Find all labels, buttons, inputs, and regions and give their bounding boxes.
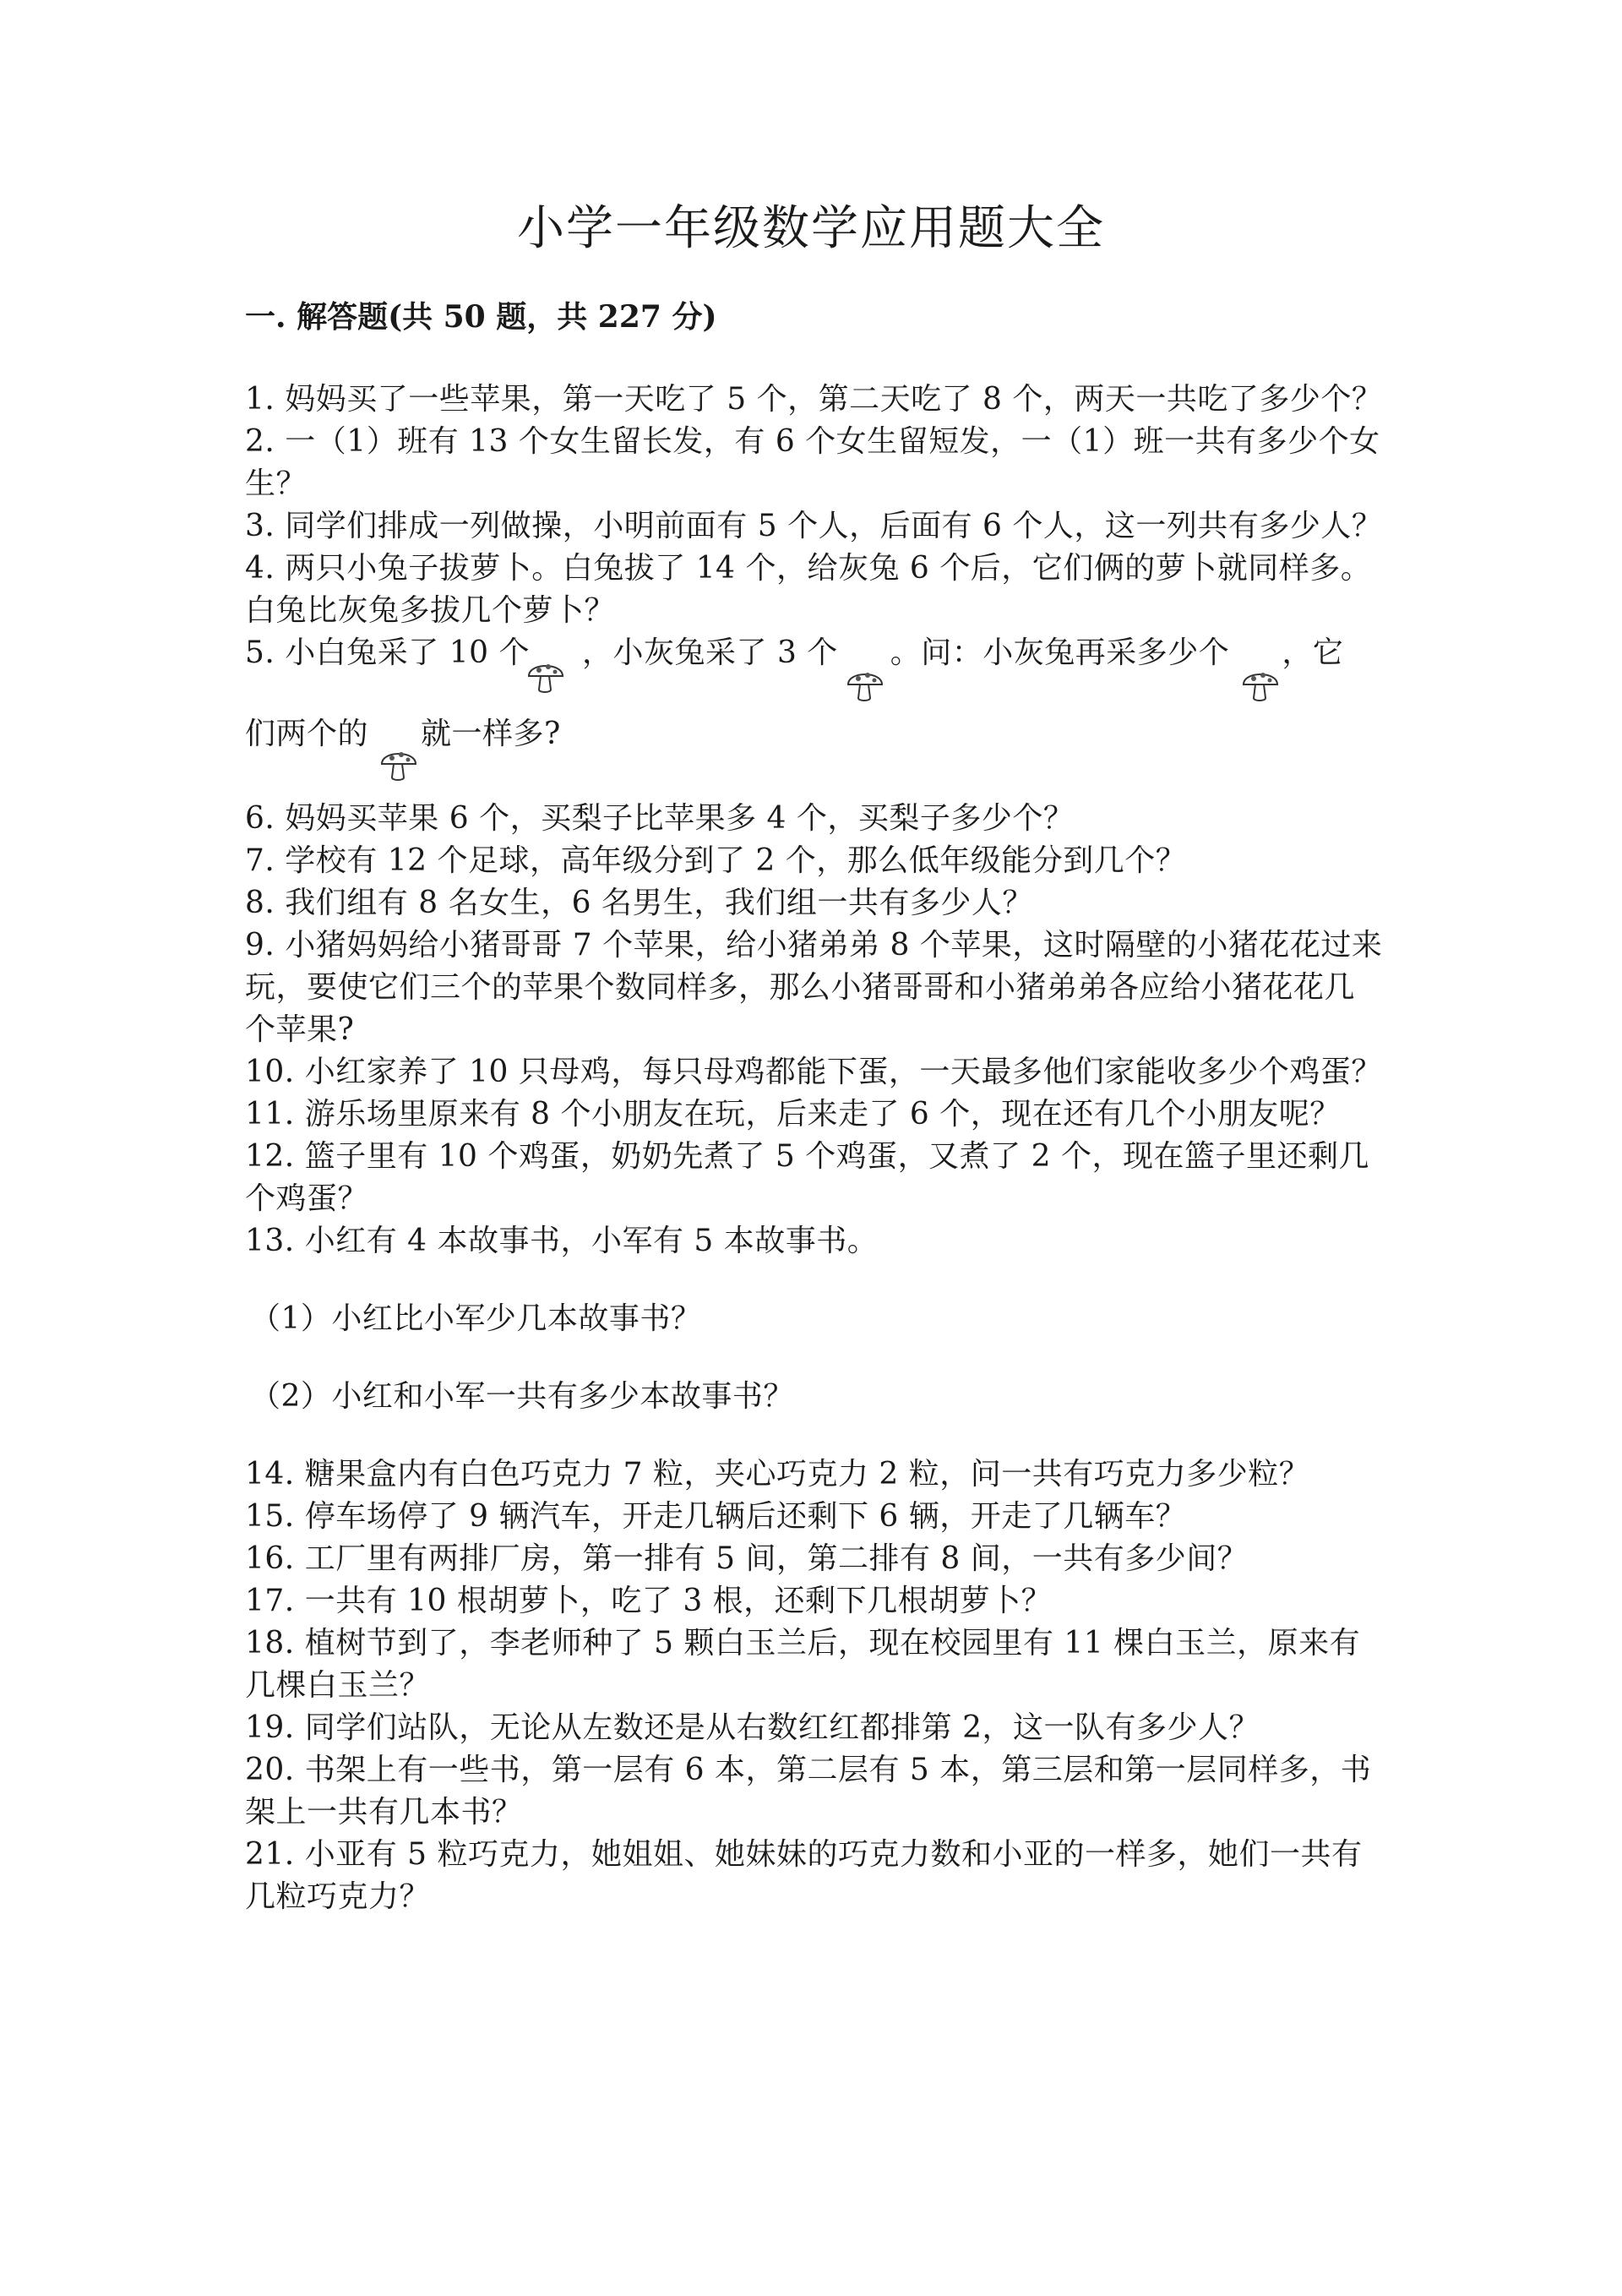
question-5-text-e: 们两个的 xyxy=(245,717,369,751)
question-21: 21. 小亚有 5 粒巧克力，她姐姐、她妹妹的巧克力数和小亚的一样多，她们一共有几粒巧克力？ xyxy=(245,1837,1363,1914)
question-3: 3. 同学们排成一列做操，小明前面有 5 个人，后面有 6 个人，这一列共有多少人？ xyxy=(245,509,1383,543)
question-14: 14. 糖果盒内有白色巧克力 7 粒，夹心巧克力 2 粒，问一共有巧克力多少粒？ xyxy=(245,1457,1310,1492)
question-15: 15. 停车场停了 9 辆汽车，开走几辆后还剩下 6 辆，开走了几辆车？ xyxy=(245,1499,1187,1534)
question-9: 9. 小猪妈妈给小猪哥哥 7 个苹果，给小猪弟弟 8 个苹果，这时隔壁的小猪花花过来玩，要使它们三个的苹果个数同样多，那么小猪哥哥和小猪弟弟各应给小猪花花几个苹果? xyxy=(245,928,1383,1047)
question-4: 4. 两只小兔子拔萝卜。白兔拔了 14 个，给灰兔 6 个后，它们俩的萝卜就同样多。白兔比灰兔多拔几个萝卜？ xyxy=(245,551,1372,628)
question-7: 7. 学校有 12 个足球，高年级分到了 2 个，那么低年级能分到几个？ xyxy=(245,843,1187,878)
question-5-text-d: ，它 xyxy=(1282,635,1344,670)
mushroom-icon xyxy=(377,742,421,786)
question-1: 1. 妈妈买了一些苹果，第一天吃了 5 个，第二天吃了 8 个，两天一共吃了多少个？ xyxy=(245,382,1383,417)
question-5-text-b: ，小灰兔采了 3 个 xyxy=(582,635,838,670)
question-18: 18. 植树节到了，李老师种了 5 颗白玉兰后，现在校园里有 11 棵白玉兰，原来有几棵白玉兰？ xyxy=(245,1626,1361,1703)
question-16: 16. 工厂里有两排厂房，第一排有 5 间，第二排有 8 间，一共有多少间？ xyxy=(245,1541,1249,1576)
question-19: 19. 同学们站队，无论从左数还是从右数红红都排第 2，这一队有多少人？ xyxy=(245,1710,1260,1745)
question-10: 10. 小红家养了 10 只母鸡，每只母鸡都能下蛋，一天最多他们家能收多少个鸡蛋？ xyxy=(245,1055,1382,1089)
question-5 xyxy=(245,632,1385,798)
question-8: 8. 我们组有 8 名女生，6 名男生，我们组一共有多少人？ xyxy=(245,886,1033,920)
question-6: 6. 妈妈买苹果 6 个，买梨子比苹果多 4 个，买梨子多少个？ xyxy=(245,801,1075,836)
mushroom-icon xyxy=(843,663,887,706)
question-12: 12. 篮子里有 10 个鸡蛋，奶奶先煮了 5 个鸡蛋，又煮了 2 个，现在篮子里还剩几个鸡蛋？ xyxy=(245,1139,1369,1216)
mushroom-icon xyxy=(524,654,568,698)
question-5-text-f: 就一样多? xyxy=(421,717,561,751)
question-17: 17. 一共有 10 根胡萝卜，吃了 3 根，还剩下几根胡萝卜？ xyxy=(245,1584,1053,1618)
question-5-text-a: 5. 小白兔采了 10 个 xyxy=(245,635,530,670)
question-20: 20. 书架上有一些书，第一层有 6 本，第二层有 5 本，第三层和第一层同样多，书架上一共有几本书？ xyxy=(245,1753,1372,1830)
question-list xyxy=(245,379,1385,1918)
question-13-sub-1: （1）小红比小军少几本故事书？ xyxy=(250,1301,702,1336)
question-11: 11. 游乐场里原来有 8 个小朋友在玩，后来走了 6 个，现在还有几个小朋友呢？ xyxy=(245,1097,1341,1132)
question-5-line-1 xyxy=(245,632,1343,674)
section-heading: 一. 解答题(共 50 题，共 227 分) xyxy=(245,299,717,335)
question-13-sub-2: （2）小红和小军一共有多少本故事书？ xyxy=(250,1379,794,1414)
question-2: 2. 一（1）班有 13 个女生留长发，有 6 个女生留短发，一（1）班一共有多少个女生？ xyxy=(245,424,1380,501)
page-title: 小学一年级数学应用题大全 xyxy=(517,201,1105,256)
question-5-text-c: 。问：小灰兔再采多少个 xyxy=(890,635,1230,670)
mushroom-icon xyxy=(1238,663,1282,706)
question-13: 13. 小红有 4 本故事书，小军有 5 本故事书。 xyxy=(245,1224,879,1258)
